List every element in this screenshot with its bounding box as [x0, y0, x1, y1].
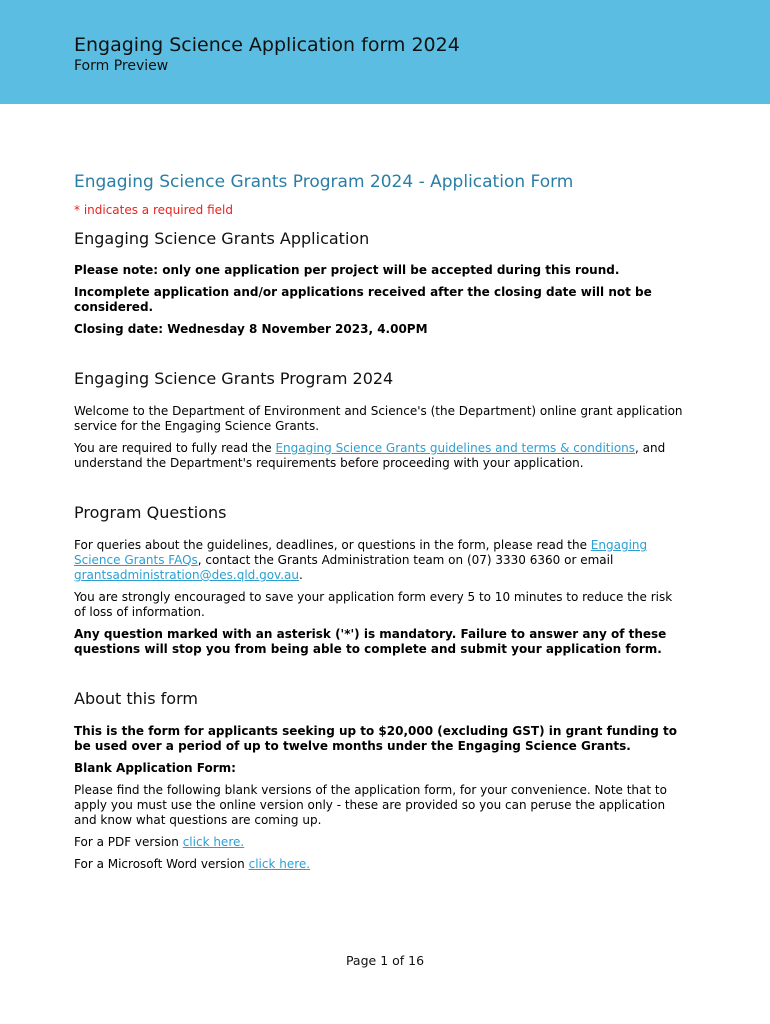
blank-form-text: Please find the following blank versions of the application form, for your convenience. Note that to apply you must use the online version only - these are provided so you can peruse the application and know what questions are coming up. — [74, 783, 667, 827]
queries-paragraph — [74, 538, 684, 583]
form-title: Engaging Science Grants Program 2024 - Application Form — [74, 172, 574, 192]
form-content — [74, 170, 684, 872]
welcome-text: Welcome to the Department of Environment and Science's (the Department) online grant application service for the Engaging Science Grants. — [74, 404, 683, 433]
faqs-link[interactable]: Engaging Science Grants FAQs — [74, 538, 648, 567]
page-title: Engaging Science Application form 2024 — [74, 34, 460, 56]
word-version-link[interactable]: click here. — [248, 857, 311, 871]
one-application-note: Please note: only one application per project will be accepted during this round. — [74, 263, 620, 277]
page-number: Page 1 of 16 — [345, 953, 425, 968]
word-version-text: For a Microsoft Word version — [74, 857, 249, 871]
pdf-version-text: For a PDF version — [74, 835, 183, 849]
closing-date: Closing date: Wednesday 8 November 2023, 4.00PM — [74, 322, 428, 336]
page-subtitle: Form Preview — [74, 58, 169, 74]
guidelines-paragraph — [74, 441, 684, 471]
blank-form-heading: Blank Application Form: — [74, 761, 236, 775]
application-heading: Engaging Science Grants Application — [74, 229, 370, 248]
queries-text-end: . — [298, 568, 303, 582]
pdf-version-link[interactable]: click here. — [182, 835, 245, 849]
incomplete-application-note: Incomplete application and/or applications received after the closing date will not be considered. — [74, 285, 652, 314]
about-heading: About this form — [74, 689, 198, 708]
guidelines-text-pre: You are required to fully read the — [74, 441, 276, 455]
about-intro: This is the form for applicants seeking up to $20,000 (excluding GST) in grant funding to be used over a period of up to twelve months under the Engaging Science Grants. — [74, 724, 677, 753]
required-field-note: * indicates a required field — [74, 203, 233, 217]
pdf-version-line — [74, 835, 684, 850]
queries-text-pre: For queries about the guidelines, deadlines, or questions in the form, please read the — [74, 538, 591, 552]
guidelines-link[interactable]: Engaging Science Grants guidelines and terms & conditions — [275, 441, 636, 455]
word-version-line — [74, 857, 684, 872]
save-advice: You are strongly encouraged to save your application form every 5 to 10 minutes to reduce the risk of loss of information. — [74, 590, 673, 619]
header-banner — [0, 0, 770, 104]
email-link[interactable]: grantsadministration@des.qld.gov.au — [74, 568, 299, 582]
program-questions-heading: Program Questions — [74, 503, 227, 522]
guidelines-text-post: , and understand the Department's requirements before proceeding with your application. — [74, 441, 666, 470]
program-heading: Engaging Science Grants Program 2024 — [74, 369, 394, 388]
mandatory-notice: Any question marked with an asterisk ('*') is mandatory. Failure to answer any of these questions will stop you from being able to complete and submit your application form. — [74, 627, 667, 656]
queries-text-mid: , contact the Grants Administration team on (07) 3330 6360 or email — [197, 553, 614, 567]
